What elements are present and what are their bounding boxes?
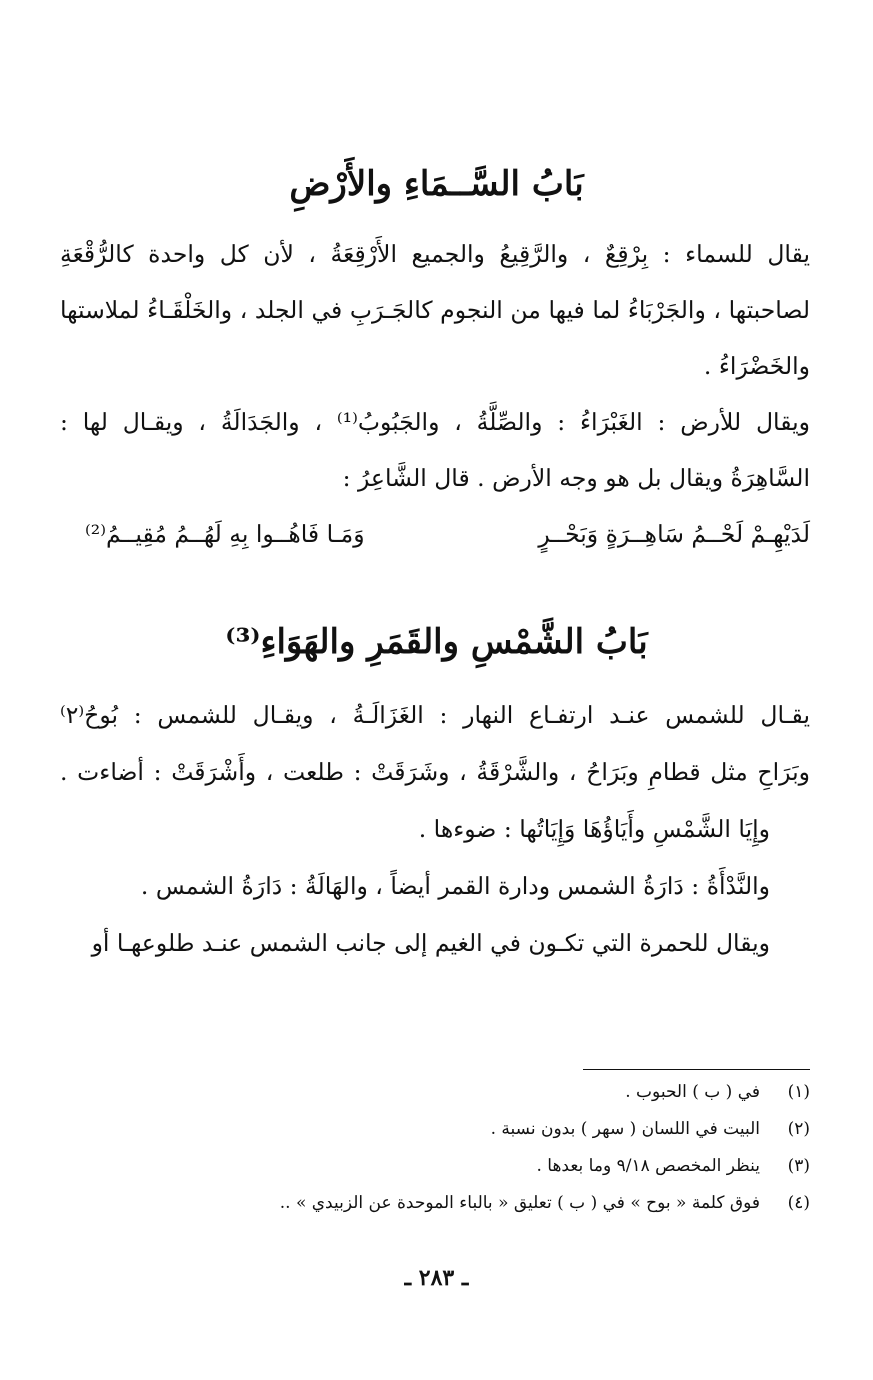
section-heading-sun-moon-air: بَابُ الشَّمْسِ والقَمَرِ والهَوَاءِ⁽³⁾ [225, 622, 648, 662]
section-heading-sky-earth: بَابُ السَّــمَاءِ والأَرْضِ [289, 164, 584, 204]
footnote-number: (٢) [787, 1119, 810, 1139]
footnote-divider [583, 1069, 810, 1070]
footnote-text: البيت في اللسان ( سهر ) بدون نسبة . [490, 1119, 760, 1139]
verse-second-hemistich: وَمَـا فَاهُــوا بِهِ لَهُــمُ مُقِيــمُ⁽²⁾ [85, 520, 365, 548]
body-line-sun-2: وبَرَاحِ مثل قطامِ وبَرَاحُ ، والشَّرْقَةُ ، وشَرَقَتْ : طلعت ، وأَشْرَقَتْ : أضاءت . [60, 758, 810, 786]
body-line-sun-1: يقـال للشمس عنـد ارتفـاع النهار : الغَزَالَـةُ ، ويقـال للشمس : بُوحُ⁽٢⁾ [60, 701, 810, 729]
footnote-number: (٤) [787, 1193, 810, 1213]
footnote-number: (٣) [787, 1156, 810, 1176]
footnote-4 [110, 1190, 810, 1216]
body-line-1: يقال للسماء : بِرْقِعٌ ، والرَّقِيعُ والجميع الأَرْقِعَةُ ، لأن كل واحدة كالرُّقْعَةِ [60, 240, 810, 268]
footnote-text: في ( ب ) الحبوب . [625, 1082, 760, 1102]
body-line-earth-2: السَّاهِرَةُ ويقال بل هو وجه الأرض . قال الشَّاعِرُ : [342, 464, 810, 492]
body-line-3: والخَضْرَاءُ . [703, 352, 810, 380]
footnote-text: فوق كلمة « بوح » في ( ب ) تعليق « بالباء الموحدة عن الزبيدي » .. [279, 1193, 760, 1213]
poetry-verse [85, 514, 810, 554]
footnote-text: ينظر المخصص ٩/١٨ وما بعدها . [536, 1156, 760, 1176]
body-line-sun-4: والنَّدْأَةُ : دَارَةُ الشمس ودارة القمر أيضاً ، والهَالَةُ : دَارَةُ الشمس . [140, 872, 770, 900]
footnote-1 [110, 1079, 810, 1105]
footnote-number: (١) [787, 1082, 810, 1102]
footnote-2 [110, 1116, 810, 1142]
body-line-earth-1: ويقال للأرض : الغَبْرَاءُ : والصِّلَّةُ ، والجَبُوبُ⁽¹⁾ ، والجَدَالَةُ ، ويقـال لها : [60, 408, 810, 436]
body-line-sun-3: وإِيَا الشَّمْسِ وأَيَاؤُهَا وَإِيَاتُها : ضوءها . [418, 815, 770, 843]
footnote-3 [110, 1153, 810, 1179]
page-number: ـ ٢٨٣ ـ [404, 1265, 469, 1291]
body-line-sun-5: ويقال للحمرة التي تكـون في الغيم إلى جانب الشمس عنـد طلوعهـا أو [91, 929, 770, 957]
verse-first-hemistich: لَدَيْهِـمْ لَحْــمُ سَاهِــرَةٍ وَبَحْــرٍ [538, 520, 810, 548]
body-line-2: لصاحبتها ، والجَرْبَاءُ لما فيها من النجوم كالجَـرَبِ في الجلد ، والخَلْقَـاءُ لملاستها [60, 296, 810, 324]
